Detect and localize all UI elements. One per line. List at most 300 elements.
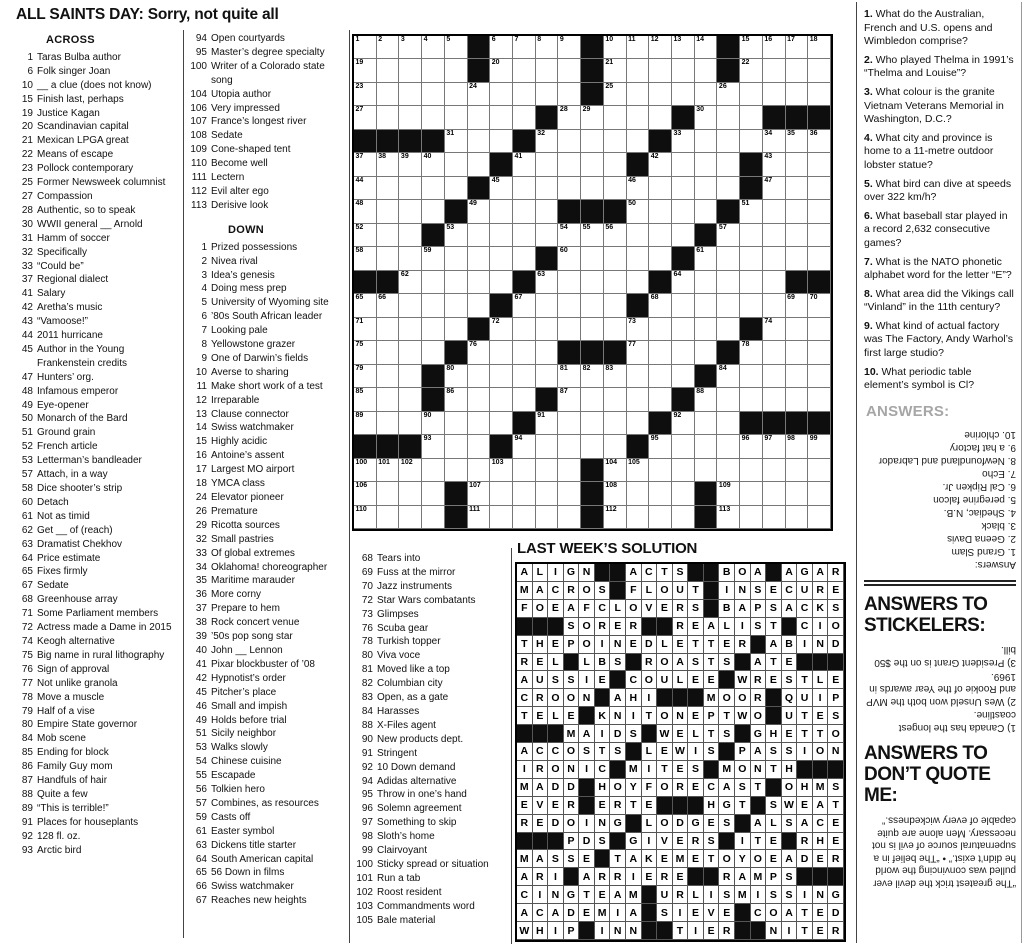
solution-cell-black <box>704 600 720 618</box>
question-number: 4. <box>864 131 873 144</box>
solution-cell-letter: S <box>751 618 767 636</box>
solution-cell-letter: I <box>579 761 595 779</box>
cell-number: 85 <box>355 388 364 396</box>
grid-cell <box>399 482 422 505</box>
solution-cell-black <box>813 868 829 886</box>
grid-cell <box>581 153 604 176</box>
solution-cell-letter: E <box>517 797 533 815</box>
solution-cell-letter: E <box>797 797 813 815</box>
grid-cell <box>695 247 718 270</box>
grid-cell <box>627 506 650 529</box>
clue-number: 53 <box>195 742 207 754</box>
solution-cell-letter: R <box>813 582 829 600</box>
solution-cell-letter: Q <box>782 689 798 707</box>
grid-cell <box>740 36 763 59</box>
grid-cell <box>445 106 468 129</box>
clue-number: 105 <box>356 914 373 926</box>
grid-cell <box>672 318 695 341</box>
solution-cell-letter: E <box>595 797 611 815</box>
clue-number: 78 <box>361 636 373 648</box>
grid-cell <box>695 294 718 317</box>
grid-cell <box>445 271 468 294</box>
grid-cell <box>627 271 650 294</box>
grid-cell <box>513 459 536 482</box>
clue-text: Solemn agreement <box>377 803 462 815</box>
grid-cell <box>422 153 445 176</box>
solution-cell-letter: A <box>610 689 626 707</box>
grid-cell <box>445 435 468 458</box>
solution-cell-letter: D <box>610 725 626 743</box>
clue-number: 111 <box>191 172 207 184</box>
solution-cell-black <box>766 707 782 725</box>
clue-number: 9 <box>201 352 207 364</box>
clue-number: 37 <box>195 603 207 615</box>
clue-text: Fixes firmly <box>37 566 88 578</box>
solution-cell-letter: U <box>797 689 813 707</box>
grid-cell <box>445 130 468 153</box>
solution-cell-letter: A <box>517 868 533 886</box>
clue-number: 2 <box>201 255 207 267</box>
grid-cell-black <box>695 224 718 247</box>
grid-cell <box>377 247 400 270</box>
clue-text: Arctic bird <box>37 844 82 856</box>
clue-row <box>190 714 344 728</box>
grid-cell <box>468 106 491 129</box>
solution-cell-black <box>673 689 689 707</box>
grid-cell-black <box>649 271 672 294</box>
clue-number: 32 <box>195 533 207 545</box>
clue-number: 74 <box>21 635 33 647</box>
clue-number: 10 <box>195 366 207 378</box>
solution-cell-letter: O <box>828 618 844 636</box>
grid-cell <box>649 506 672 529</box>
cell-number: 28 <box>559 106 568 114</box>
solution-cell-letter: I <box>610 904 626 922</box>
solution-cell-letter: M <box>595 904 611 922</box>
grid-cell <box>740 388 763 411</box>
clue-row <box>16 718 176 732</box>
grid-cell <box>399 341 422 364</box>
down-clue-list <box>190 241 344 909</box>
grid-cell-black <box>422 365 445 388</box>
clue-text: Monarch of the Bard <box>37 413 128 425</box>
clue-number: 85 <box>21 747 33 759</box>
grid-cell <box>763 36 786 59</box>
solution-cell-letter: S <box>704 743 720 761</box>
solution-cell-letter: A <box>626 564 642 582</box>
clue-row <box>16 732 176 746</box>
solution-cell-letter: I <box>797 636 813 654</box>
cell-number: 106 <box>355 482 368 490</box>
clue-number: 14 <box>195 422 207 434</box>
grid-cell <box>695 36 718 59</box>
cell-number: 72 <box>491 317 500 325</box>
clue-number: 1 <box>201 241 207 253</box>
cell-number: 76 <box>469 341 477 349</box>
solution-cell-letter: O <box>657 779 673 797</box>
grid-cell <box>490 459 513 482</box>
grid-cell <box>490 83 513 106</box>
clue-text: France’s longest river <box>211 116 307 128</box>
cell-number: 19 <box>355 59 364 67</box>
solution-cell-letter: O <box>548 761 564 779</box>
solution-cell-black <box>766 779 782 797</box>
solution-cell-black <box>564 868 580 886</box>
grid-cell <box>468 294 491 317</box>
clue-row <box>16 552 176 566</box>
grid-cell <box>717 224 740 247</box>
clue-row <box>190 574 344 588</box>
clue-text: Moved like a top <box>377 664 450 676</box>
clue-text: Dice shooter’s strip <box>37 483 123 494</box>
clue-text: Glimpses <box>377 608 419 620</box>
cell-number: 65 <box>355 294 364 302</box>
solution-cell-letter: E <box>828 671 844 689</box>
solution-cell-letter: E <box>766 833 782 851</box>
clue-text: 128 fl. oz. <box>37 830 81 842</box>
cell-number: 80 <box>446 364 455 372</box>
grid-cell <box>786 177 809 200</box>
clue-row <box>190 727 344 741</box>
cell-number: 29 <box>582 106 591 114</box>
clue-row <box>190 561 344 575</box>
grid-cell <box>536 177 559 200</box>
solution-cell-letter: W <box>735 671 751 689</box>
clue-row <box>190 60 344 88</box>
clue-row <box>16 746 176 760</box>
grid-cell <box>513 224 536 247</box>
clue-row <box>16 315 176 329</box>
grid-cell-black <box>490 294 513 317</box>
clue-text: Not unlike granola <box>37 677 118 689</box>
grid-cell <box>354 365 377 388</box>
clue-number: 33 <box>195 547 207 559</box>
clue-number: 34 <box>195 561 207 573</box>
solution-cell-letter: P <box>751 600 767 618</box>
cell-number: 44 <box>355 176 364 184</box>
clue-text: Pollock contemporary <box>37 163 134 175</box>
solution-cell-black <box>735 815 751 833</box>
grid-cell <box>377 318 400 341</box>
grid-cell <box>377 177 400 200</box>
solution-cell-black <box>657 689 673 707</box>
clue-number: 69 <box>361 566 373 578</box>
grid-cell <box>422 294 445 317</box>
clue-number: 68 <box>361 553 373 564</box>
grid-cell <box>672 224 695 247</box>
grid-cell <box>808 459 831 482</box>
clue-number: 63 <box>21 538 33 550</box>
clue-text: Run a tab <box>377 872 421 884</box>
grid-cell <box>558 482 581 505</box>
solution-cell-letter: E <box>626 636 642 654</box>
solution-cell-letter: I <box>735 833 751 851</box>
grid-cell <box>377 36 400 59</box>
solution-cell-black <box>548 725 564 743</box>
grid-cell <box>354 459 377 482</box>
solution-cell-letter: D <box>828 904 844 922</box>
solution-cell-letter: O <box>751 707 767 725</box>
clue-number: 32 <box>21 246 33 258</box>
solution-cell-letter: M <box>751 868 767 886</box>
solution-cell-letter: O <box>751 850 767 868</box>
cell-number: 12 <box>650 36 659 43</box>
clue-row <box>16 301 176 315</box>
clue-row <box>190 630 344 644</box>
grid-cell <box>740 247 763 270</box>
clue-row <box>16 621 176 635</box>
cell-number: 101 <box>378 458 390 466</box>
grid-cell <box>445 36 468 59</box>
grid-cell <box>377 341 400 364</box>
grid-cell-black <box>468 36 491 59</box>
solution-cell-letter: B <box>595 654 611 672</box>
grid-cell <box>649 83 672 106</box>
clue-text: Sicily neighbor <box>211 728 277 740</box>
cell-number: 11 <box>628 36 636 43</box>
clue-text: Regional dialect <box>37 274 109 286</box>
grid-cell-black <box>717 341 740 364</box>
solution-cell-letter: A <box>533 582 549 600</box>
solution-cell-black <box>564 654 580 672</box>
solution-cell-letter: G <box>626 833 642 851</box>
grid-cell-black <box>604 200 627 223</box>
clue-row <box>190 143 344 157</box>
cell-number: 74 <box>764 317 773 325</box>
grid-cell <box>536 459 559 482</box>
grid-cell <box>763 506 786 529</box>
clue-number: 25 <box>21 177 33 189</box>
grid-cell <box>354 106 377 129</box>
solution-cell-letter: E <box>813 850 829 868</box>
grid-cell-black <box>786 271 809 294</box>
grid-cell <box>808 365 831 388</box>
grid-cell-black <box>627 153 650 176</box>
grid-cell <box>672 412 695 435</box>
clue-text: John __ Lennon <box>211 644 283 656</box>
clue-text: Hunters’ org. <box>37 371 94 383</box>
clue-row <box>190 102 344 116</box>
clue-number: 66 <box>195 881 207 893</box>
solution-cell-letter: S <box>828 779 844 797</box>
grid-cell <box>490 271 513 294</box>
clue-row <box>356 705 508 719</box>
grid-cell <box>558 224 581 247</box>
solution-cell-letter: S <box>579 743 595 761</box>
solution-cell-letter: S <box>782 886 798 904</box>
solution-cell-black <box>579 707 595 725</box>
grid-cell <box>627 59 650 82</box>
clue-text: Utopia author <box>211 88 272 100</box>
clue-number: 89 <box>21 802 33 814</box>
solution-cell-letter: R <box>533 868 549 886</box>
grid-cell <box>399 224 422 247</box>
solution-cell-letter: A <box>579 725 595 743</box>
solution-cell-black <box>626 654 642 672</box>
clue-row <box>16 649 176 663</box>
cell-number: 17 <box>787 36 795 43</box>
clue-number: 31 <box>21 232 33 244</box>
solution-cell-letter: L <box>642 815 658 833</box>
clue-text: Something to skip <box>377 817 457 829</box>
solution-cell-letter: R <box>828 922 844 940</box>
cell-number: 39 <box>400 153 409 161</box>
solution-cell-black <box>704 868 720 886</box>
solution-cell-letter: I <box>813 689 829 707</box>
clue-row <box>356 552 508 566</box>
grid-cell <box>513 435 536 458</box>
solution-cell-black <box>766 564 782 582</box>
grid-cell <box>399 365 422 388</box>
clue-number: 67 <box>195 895 207 907</box>
solution-cell-letter: I <box>626 707 642 725</box>
solution-cell-black <box>735 725 751 743</box>
clue-text: Small pastries <box>211 533 274 545</box>
solution-cell-letter: R <box>610 797 626 815</box>
grid-cell <box>740 506 763 529</box>
solution-cell-letter: E <box>828 582 844 600</box>
grid-cell <box>649 294 672 317</box>
clue-row <box>16 774 176 788</box>
grid-cell <box>604 412 627 435</box>
solution-cell-letter: P <box>704 707 720 725</box>
clue-number: 6 <box>27 65 33 77</box>
solution-cell-letter: E <box>642 868 658 886</box>
clue-row <box>190 255 344 269</box>
across-clue-list <box>16 51 176 858</box>
grid-cell <box>717 318 740 341</box>
clue-text: Reaches new heights <box>211 895 307 907</box>
clue-text: Turkish topper <box>377 636 441 648</box>
clue-number: 5 <box>201 297 207 309</box>
grid-cell <box>786 365 809 388</box>
clue-number: 47 <box>21 371 33 383</box>
solution-cell-letter: A <box>735 868 751 886</box>
clue-row <box>190 241 344 255</box>
clue-row <box>16 385 176 399</box>
solution-cell-letter: P <box>828 689 844 707</box>
grid-cell <box>627 247 650 270</box>
clue-row <box>190 129 344 143</box>
grid-cell <box>377 482 400 505</box>
solution-cell-letter: A <box>813 797 829 815</box>
grid-cell <box>627 482 650 505</box>
solution-cell-letter: I <box>782 922 798 940</box>
grid-cell <box>377 459 400 482</box>
clue-text: Quite a few <box>37 788 88 800</box>
solution-cell-letter: R <box>517 654 533 672</box>
clue-row <box>190 588 344 602</box>
clue-text: Hypnotist’s order <box>211 672 286 684</box>
solution-cell-letter: I <box>579 815 595 833</box>
clue-row <box>190 866 344 880</box>
solution-cell-letter: K <box>595 707 611 725</box>
grid-cell <box>422 83 445 106</box>
grid-cell-black <box>422 388 445 411</box>
question-number: 9. <box>864 319 873 332</box>
grid-cell <box>808 435 831 458</box>
cell-number: 58 <box>355 247 364 255</box>
grid-cell <box>672 59 695 82</box>
clue-row <box>16 329 176 343</box>
solution-cell-letter: S <box>766 743 782 761</box>
grid-cell <box>672 506 695 529</box>
solution-cell-letter: L <box>579 654 595 672</box>
clue-row <box>356 747 508 761</box>
solution-cell-letter: N <box>610 922 626 940</box>
clue-number: 55 <box>195 770 207 782</box>
grid-cell <box>604 271 627 294</box>
crossword-grid <box>352 34 833 531</box>
double-rule <box>864 580 1016 586</box>
solution-cell-letter: U <box>782 707 798 725</box>
clue-number: 57 <box>21 469 33 481</box>
trivia-answer-line: 7. Echo <box>982 467 1016 479</box>
sticklers-answers-upside-down <box>864 643 1016 733</box>
solution-cell-letter: E <box>688 779 704 797</box>
clue-row <box>190 644 344 658</box>
grid-cell <box>717 247 740 270</box>
cell-number: 26 <box>718 82 727 90</box>
solution-cell-letter: O <box>610 779 626 797</box>
solution-cell-letter: G <box>610 815 626 833</box>
cell-number: 8 <box>537 36 542 43</box>
clue-number: 54 <box>195 756 207 768</box>
clue-number: 12 <box>195 394 207 406</box>
cell-number: 93 <box>423 435 432 443</box>
clue-text: 2011 hurricane <box>37 330 103 342</box>
solution-cell-letter: E <box>719 904 735 922</box>
clue-row <box>16 524 176 538</box>
clue-number: 40 <box>195 644 207 656</box>
grid-cell <box>649 341 672 364</box>
grid-cell <box>604 365 627 388</box>
solution-cell-letter: C <box>548 743 564 761</box>
grid-cell-black <box>649 130 672 153</box>
clue-number: 8 <box>201 339 207 351</box>
clue-text: Scandinavian capital <box>37 121 129 133</box>
clue-row <box>16 79 176 93</box>
clue-number: 6 <box>201 311 207 323</box>
question-number: 2. <box>864 53 873 66</box>
solution-cell-letter: E <box>828 833 844 851</box>
solution-cell-letter: H <box>797 779 813 797</box>
grid-cell <box>558 130 581 153</box>
clue-row <box>356 566 508 580</box>
clue-row <box>356 594 508 608</box>
clue-number: 41 <box>195 658 207 670</box>
grid-cell <box>786 435 809 458</box>
grid-cell <box>763 365 786 388</box>
column-divider <box>183 30 184 938</box>
clue-row <box>190 449 344 463</box>
solution-cell-letter: C <box>642 564 658 582</box>
solution-cell-letter: O <box>735 689 751 707</box>
clue-number: 92 <box>21 830 33 842</box>
solution-cell-letter: D <box>548 815 564 833</box>
dont-quote-me-answer-upside-down <box>864 813 1016 889</box>
clue-text: French article <box>37 441 98 453</box>
solution-cell-letter: C <box>533 743 549 761</box>
clue-number: 92 <box>361 761 373 773</box>
grid-cell <box>445 388 468 411</box>
solution-cell-black <box>735 904 751 922</box>
solution-cell-letter: O <box>657 654 673 672</box>
solution-cell-letter: S <box>657 904 673 922</box>
clue-number: 67 <box>21 580 33 592</box>
clue-row <box>190 408 344 422</box>
grid-cell <box>581 388 604 411</box>
